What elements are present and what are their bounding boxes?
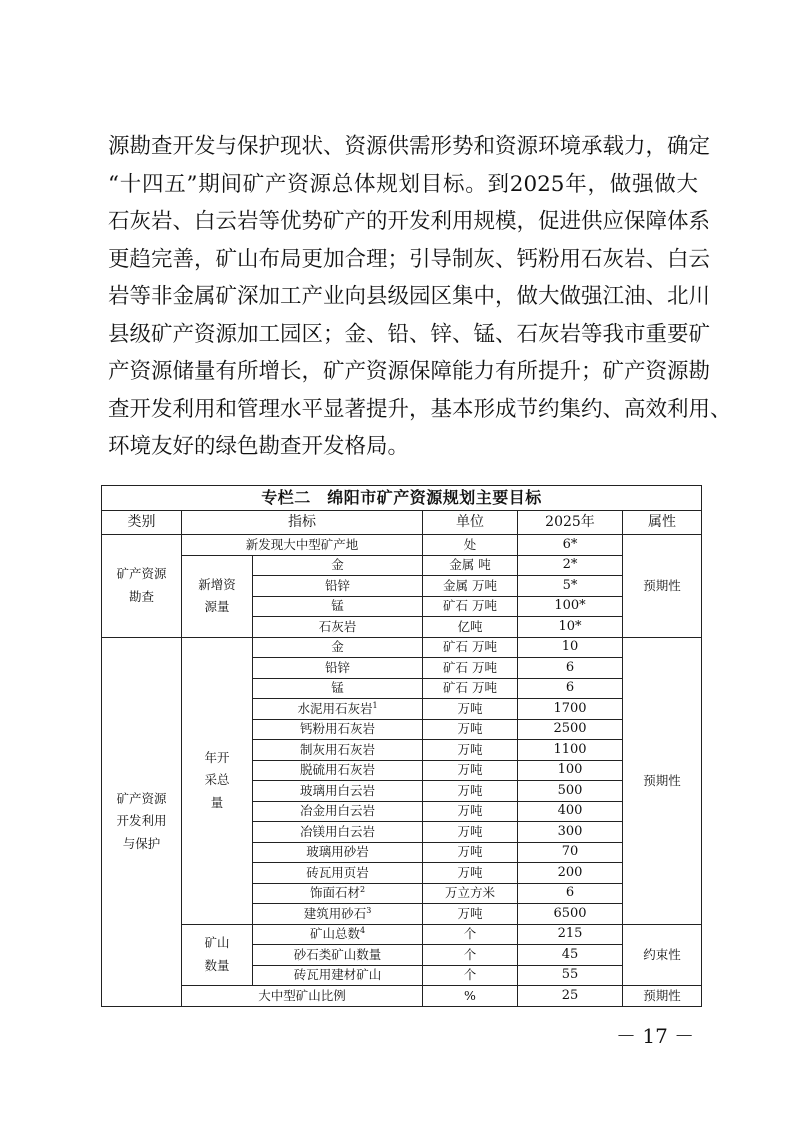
indicator-cell: 大中型矿山比例 <box>182 986 423 1007</box>
indicator-cell: 锰 <box>253 596 423 617</box>
value-cell: 100 <box>518 760 623 781</box>
indicator-text: 砖瓦用页岩 <box>306 864 369 880</box>
paragraph-line: 县级矿产资源加工园区；金、铅、锌、锰、石灰岩等我市重要矿 <box>108 321 711 347</box>
unit-cell: 万吨 <box>423 842 518 863</box>
indicator-cell <box>253 699 423 720</box>
unit-cell: 万立方米 <box>423 883 518 904</box>
indicator-cell: 石灰岩 <box>253 617 423 638</box>
unit-cell: 矿石 万吨 <box>423 678 518 699</box>
footnote-marker: 2 <box>359 885 366 895</box>
value-cell: 6 <box>518 678 623 699</box>
indicator-cell <box>253 863 423 884</box>
value-cell: 1100 <box>518 740 623 761</box>
indicator-text: 玻璃用白云岩 <box>299 782 375 798</box>
unit-cell: 万吨 <box>423 699 518 720</box>
paragraph-line: 源勘查开发与保护现状、资源供需形势和资源环境承载力，确定 <box>108 134 711 159</box>
header-category: 类别 <box>102 511 182 535</box>
footnote-marker: 4 <box>359 926 366 936</box>
table-header-row <box>102 511 702 535</box>
subcategory-cell: 年开采总量 <box>182 637 253 924</box>
paragraph-line: “十四五”期间矿产资源总体规划目标。到2025年，做强做大 <box>108 171 698 197</box>
subcategory-cell: 矿山数量 <box>182 924 253 986</box>
header-unit: 单位 <box>423 511 518 535</box>
table-caption: 专栏二 绵阳市矿产资源规划主要目标 <box>102 486 702 511</box>
unit-cell: 处 <box>423 535 518 556</box>
indicator-cell <box>253 801 423 822</box>
indicator-text: 饰面石材 <box>309 885 360 901</box>
unit-cell: 万吨 <box>423 822 518 843</box>
value-cell: 25 <box>518 986 623 1007</box>
table-row <box>102 535 702 556</box>
indicator-text: 冶镁用白云岩 <box>299 823 375 839</box>
unit-cell: 金属 万吨 <box>423 576 518 597</box>
value-cell: 45 <box>518 945 623 966</box>
header-attribute: 属性 <box>623 511 702 535</box>
unit-cell: 矿石 万吨 <box>423 596 518 617</box>
table-row <box>102 986 702 1007</box>
indicator-text: 铅锌 <box>324 659 350 675</box>
indicator-text: 砂石类矿山数量 <box>293 946 382 962</box>
unit-cell: 个 <box>423 924 518 945</box>
body-paragraph <box>108 128 732 466</box>
indicator-cell <box>253 658 423 679</box>
value-cell: 100* <box>518 596 623 617</box>
footnote-marker: 1 <box>372 700 378 710</box>
paragraph-line: 环境友好的绿色勘查开发格局。 <box>108 434 410 459</box>
value-cell: 500 <box>518 781 623 802</box>
indicator-cell: 金 <box>253 555 423 576</box>
category-cell: 矿产资源勘查 <box>102 535 182 638</box>
page-number: － 17 － <box>616 1024 695 1048</box>
indicator-text: 矿山总数 <box>309 926 360 942</box>
indicator-text: 锰 <box>331 680 344 696</box>
unit-cell: 矿石 万吨 <box>423 637 518 658</box>
indicator-cell <box>253 965 423 986</box>
group-exploitation <box>102 637 702 1006</box>
goals-table <box>101 485 702 1007</box>
unit-cell: 万吨 <box>423 760 518 781</box>
indicator-text: 制灰用石灰岩 <box>299 741 375 757</box>
subcategory-cell: 新增资源量 <box>182 555 253 637</box>
value-cell: 6* <box>518 535 623 556</box>
indicator-cell <box>253 719 423 740</box>
value-cell: 300 <box>518 822 623 843</box>
indicator-cell <box>253 883 423 904</box>
value-cell: 6500 <box>518 904 623 925</box>
table-row <box>102 637 702 658</box>
paragraph-line: 查开发利用和管理水平显著提升，基本形成节约集约、高效利用、 <box>108 396 732 422</box>
unit-cell: 万吨 <box>423 801 518 822</box>
indicator-cell <box>253 760 423 781</box>
value-cell: 10 <box>518 637 623 658</box>
unit-cell: 矿石 万吨 <box>423 658 518 679</box>
indicator-cell <box>253 637 423 658</box>
indicator-cell: 铅锌 <box>253 576 423 597</box>
unit-cell: 万吨 <box>423 719 518 740</box>
indicator-cell <box>253 781 423 802</box>
unit-cell: 金属 吨 <box>423 555 518 576</box>
indicator-cell <box>253 904 423 925</box>
value-cell: 215 <box>518 924 623 945</box>
value-cell: 5* <box>518 576 623 597</box>
indicator-cell <box>253 740 423 761</box>
paragraph-line: 更趋完善，矿山布局更加合理；引导制灰、钙粉用石灰岩、白云 <box>108 246 711 272</box>
indicator-text: 建筑用砂石 <box>303 905 367 921</box>
value-cell: 6 <box>518 658 623 679</box>
unit-cell: 万吨 <box>423 863 518 884</box>
unit-cell: 万吨 <box>423 904 518 925</box>
header-indicator: 指标 <box>182 511 423 535</box>
indicator-text: 砖瓦用建材矿山 <box>293 967 382 983</box>
indicator-cell <box>253 842 423 863</box>
indicator-cell <box>253 945 423 966</box>
value-cell: 6 <box>518 883 623 904</box>
table-row <box>102 555 702 576</box>
indicator-cell: 新发现大中型矿产地 <box>182 535 423 556</box>
value-cell: 70 <box>518 842 623 863</box>
table-row <box>102 924 702 945</box>
paragraph-line: 石灰岩、白云岩等优势矿产的开发利用规模，促进供应保障体系 <box>108 209 711 234</box>
indicator-text: 玻璃用砂岩 <box>306 844 369 860</box>
unit-cell: 亿吨 <box>423 617 518 638</box>
value-cell: 10* <box>518 617 623 638</box>
attribute-cell: 约束性 <box>623 924 702 986</box>
paragraph-line: 岩等非金属矿深加工产业向县级园区集中，做大做强江油、北川 <box>108 284 711 309</box>
value-cell: 2500 <box>518 719 623 740</box>
unit-cell: 个 <box>423 945 518 966</box>
unit-cell: 万吨 <box>423 781 518 802</box>
indicator-text: 冶金用白云岩 <box>299 803 375 819</box>
header-year: 2025年 <box>518 511 623 535</box>
indicator-text: 脱硫用石灰岩 <box>299 762 375 778</box>
indicator-text: 水泥用石灰岩 <box>297 700 373 716</box>
attribute-cell: 预期性 <box>623 637 702 924</box>
paragraph-line: 产资源储量有所增长，矿产资源保障能力有所提升；矿产资源勘 <box>108 359 711 384</box>
value-cell: 2* <box>518 555 623 576</box>
indicator-text: 钙粉用石灰岩 <box>299 721 375 737</box>
value-cell: 1700 <box>518 699 623 720</box>
attribute-cell: 预期性 <box>623 535 702 638</box>
unit-cell: 万吨 <box>423 740 518 761</box>
indicator-cell <box>253 822 423 843</box>
unit-cell: 个 <box>423 965 518 986</box>
attribute-cell: 预期性 <box>623 986 702 1007</box>
value-cell: 55 <box>518 965 623 986</box>
indicator-cell <box>253 678 423 699</box>
category-cell: 矿产资源开发利用与保护 <box>102 637 182 1006</box>
value-cell: 400 <box>518 801 623 822</box>
unit-cell: % <box>423 986 518 1007</box>
footnote-marker: 3 <box>366 905 372 915</box>
indicator-text: 金 <box>331 639 344 655</box>
value-cell: 200 <box>518 863 623 884</box>
indicator-cell <box>253 924 423 945</box>
